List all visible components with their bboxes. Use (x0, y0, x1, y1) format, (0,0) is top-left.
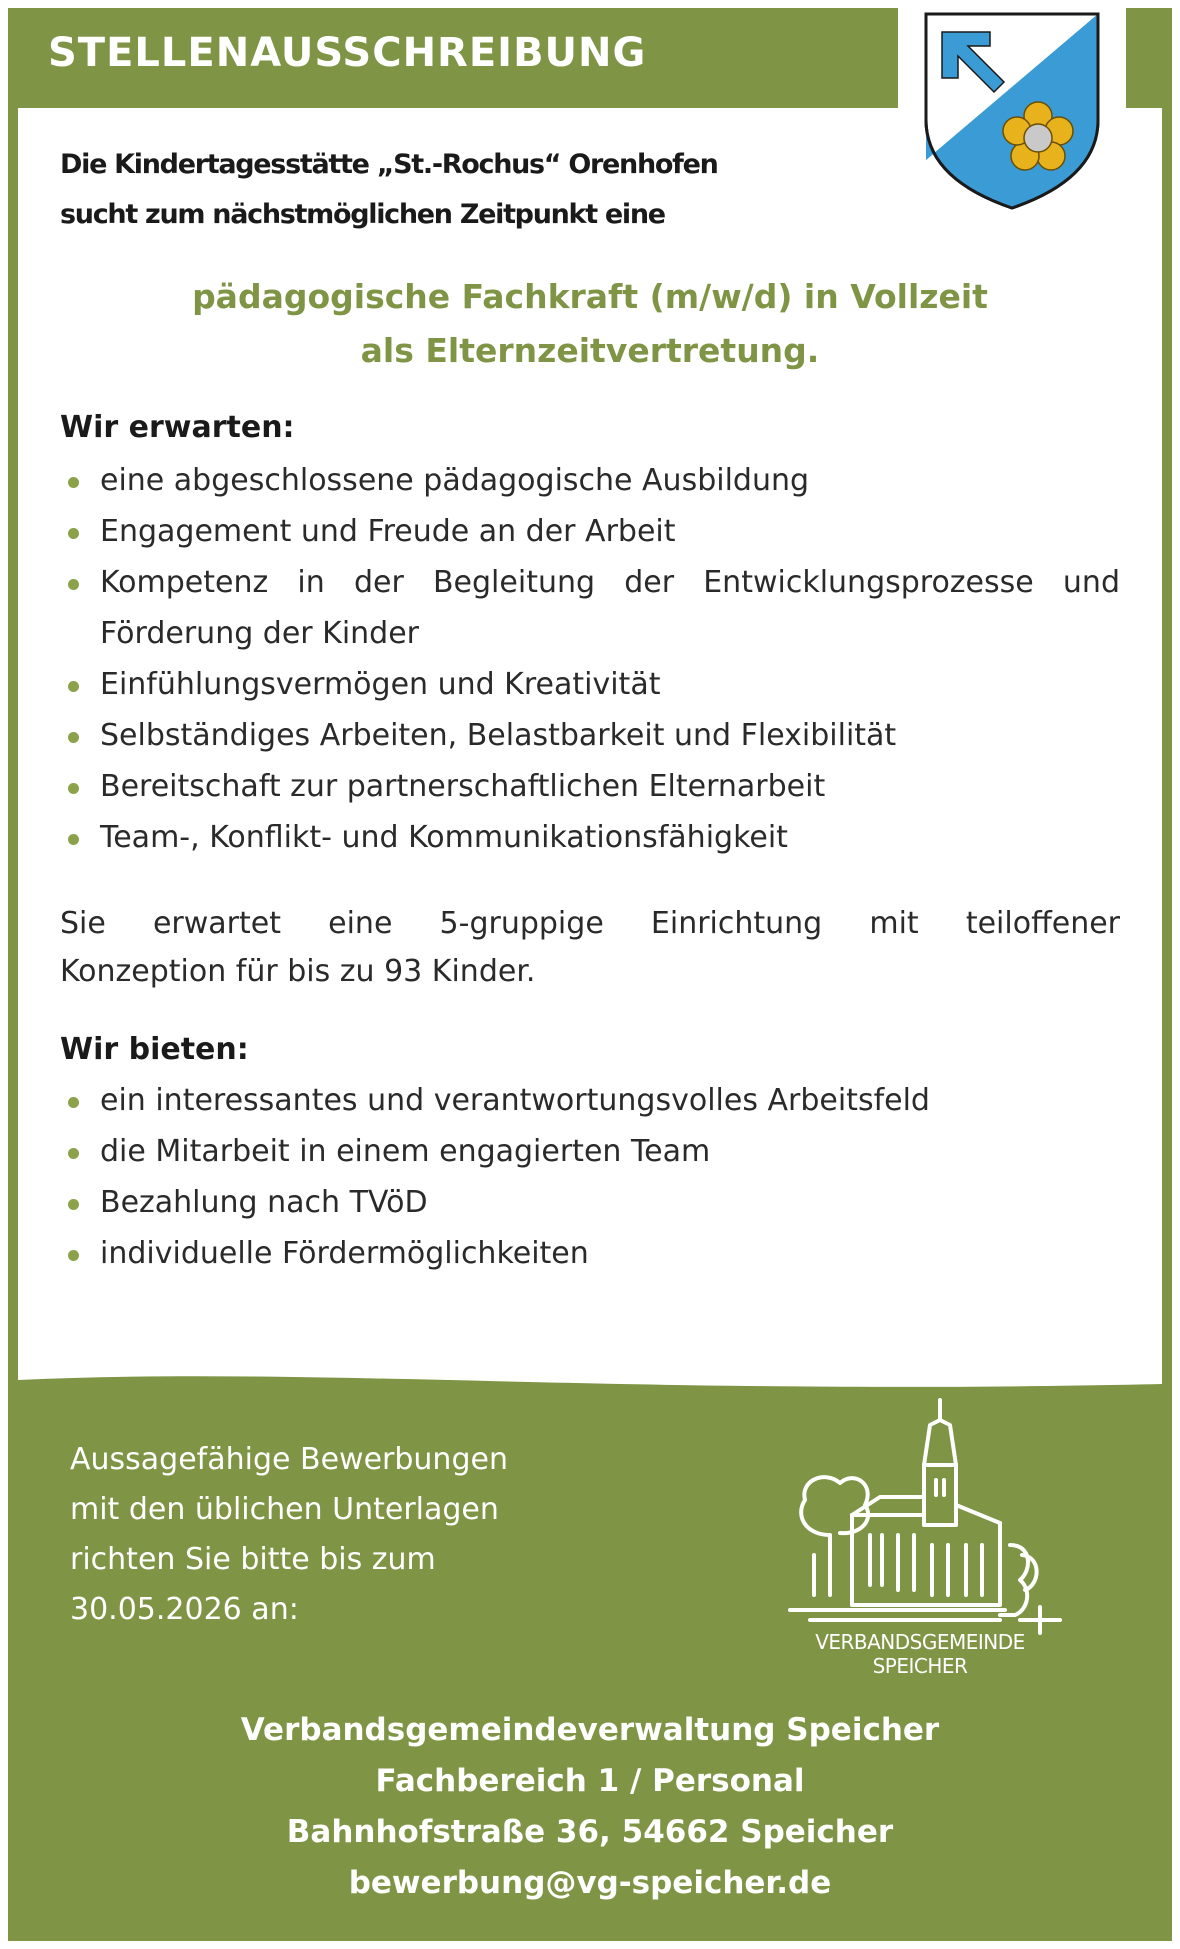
intro-line: Die Kindertagesstätte „St.-Rochus“ Orenhofen (60, 149, 718, 180)
apply-deadline: 30.05.2026 an: (70, 1592, 299, 1627)
apply-line: Aussagefähige Bewerbungen (70, 1442, 508, 1477)
list-item: die Mitarbeit in einem engagierten Team (60, 1126, 1120, 1177)
list-item: Engagement und Freude an der Arbeit (60, 506, 1120, 557)
headline-line: als Elternzeitvertretung. (360, 331, 820, 370)
offer-heading: Wir bieten: (60, 1032, 249, 1067)
coat-of-arms-icon (920, 10, 1104, 210)
address-line: Fachbereich 1 / Personal (375, 1763, 805, 1799)
bullet-icon (68, 732, 79, 743)
expectations-list (60, 455, 1120, 863)
intro-line: sucht zum nächstmöglichen Zeitpunkt eine (60, 199, 665, 230)
logo-line: SPEICHER (872, 1654, 968, 1678)
bullet-icon (68, 1199, 79, 1210)
facility-line: Konzeption für bis zu 93 Kinder. (60, 954, 536, 989)
offer-list (60, 1075, 1120, 1279)
list-item: ein interessantes und verantwortungsvolles Arbeitsfeld (60, 1075, 1120, 1126)
address-line: Verbandsgemeindeverwaltung Speicher (240, 1712, 940, 1748)
list-item: Einfühlungsvermögen und Kreativität (60, 659, 1120, 710)
facility-line: Sie erwartet eine 5-gruppige Einrichtung mit teiloffener (60, 906, 1120, 941)
bullet-icon (68, 681, 79, 692)
list-item: Selbständiges Arbeiten, Belastbarkeit und Flexibilität (60, 710, 1120, 761)
job-headline (40, 270, 1140, 378)
intro-text (60, 140, 840, 240)
list-item: Bezahlung nach TVöD (60, 1177, 1120, 1228)
address-line: Bahnhofstraße 36, 54662 Speicher (286, 1814, 894, 1850)
bullet-icon (68, 579, 79, 590)
bullet-icon (68, 1097, 79, 1108)
header-gap (1104, 8, 1126, 108)
facility-description (60, 900, 1120, 996)
bullet-icon (68, 1148, 79, 1159)
bullet-icon (68, 1250, 79, 1261)
header-gap (898, 8, 920, 108)
email-link[interactable]: bewerbung@vg-speicher.de (348, 1865, 832, 1901)
bullet-icon (68, 834, 79, 845)
bullet-icon (68, 477, 79, 488)
apply-line: richten Sie bitte bis zum (70, 1542, 436, 1577)
list-item: eine abgeschlossene pädagogische Ausbildung (60, 455, 1120, 506)
list-item: Kompetenz in der Begleitung der Entwicklungsprozesse und Förderung der Kinder (60, 557, 1120, 659)
list-item: Bereitschaft zur partnerschaftlichen Elternarbeit (60, 761, 1120, 812)
headline-line: pädagogische Fachkraft (m/w/d) in Vollzeit (192, 277, 988, 316)
page-title: STELLENAUSSCHREIBUNG (48, 30, 647, 76)
contact-address (40, 1705, 1140, 1909)
logo-line: VERBANDSGEMEINDE (815, 1630, 1025, 1654)
application-instructions (70, 1435, 630, 1635)
apply-line: mit den üblichen Unterlagen (70, 1492, 499, 1527)
bullet-icon (68, 528, 79, 539)
bullet-icon (68, 783, 79, 794)
expectations-heading: Wir erwarten: (60, 410, 295, 445)
list-item: individuelle Fördermöglichkeiten (60, 1228, 1120, 1279)
logo-text (760, 1630, 1080, 1678)
list-item: Team-, Konflikt- und Kommunikationsfähigkeit (60, 812, 1120, 863)
